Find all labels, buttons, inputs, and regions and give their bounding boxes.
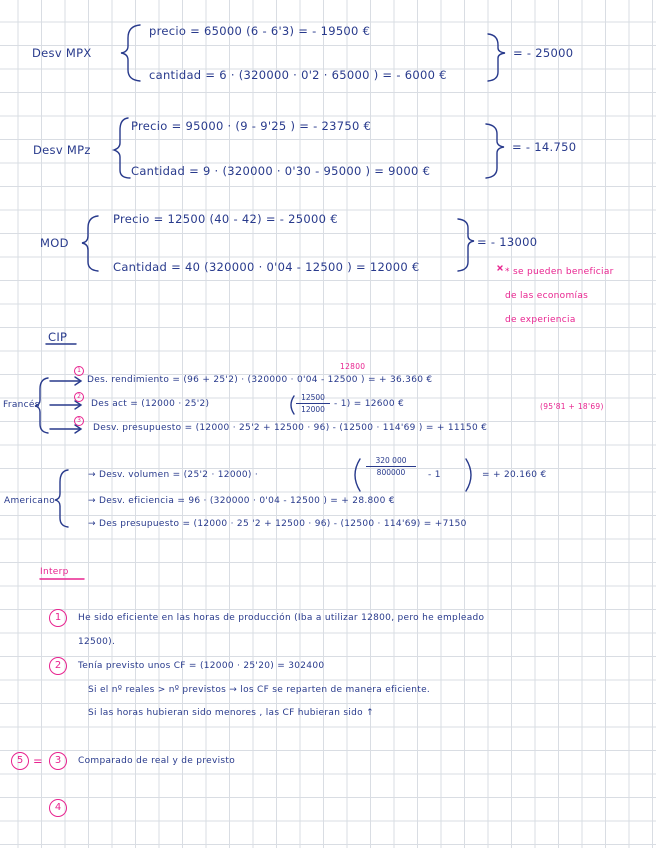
americano-left-brace	[55, 470, 68, 527]
americano-row1-close-paren	[466, 459, 471, 491]
frances-arrow-1-head	[75, 377, 81, 385]
americano-row1-minus-one: - 1	[428, 470, 441, 480]
frances-row2-text: Des act = (12000 · 25'2)	[91, 399, 210, 409]
frances-row1-number: 1	[74, 366, 84, 376]
mpz-precio: Precio = 95000 · (9 - 9'25 ) = - 23750 €	[131, 119, 372, 133]
interp-item-4-number: 4	[49, 799, 67, 817]
frances-label: Francés	[3, 400, 40, 410]
mod-label: MOD	[40, 236, 69, 250]
mpx-cantidad: cantidad = 6 · (320000 · 0'2 · 65000 ) = - 6000 €	[149, 68, 447, 82]
interp-item-3-number: 3	[49, 752, 67, 770]
interp-item-3-equals: =	[33, 754, 43, 768]
frances-row2-open-paren	[291, 396, 294, 414]
frances-row2-fraction-bottom: 12000	[301, 405, 325, 414]
frances-row2-fraction	[296, 393, 330, 414]
frances-arrow-2-head	[75, 401, 81, 409]
interp-item-1-line-2: 12500).	[78, 637, 116, 647]
mod-right-brace	[458, 219, 474, 271]
americano-label: Americano	[4, 496, 56, 506]
frances-row2-fraction-bar	[296, 403, 330, 404]
frances-row2-tail: - 1) = 12600 €	[334, 399, 405, 409]
mpz-right-brace	[486, 124, 504, 178]
americano-row1-fraction-bottom: 800000	[376, 468, 406, 477]
frances-row2-fraction-top: 12500	[301, 393, 325, 402]
mod-precio: Precio = 12500 (40 - 42) = - 25000 €	[113, 212, 338, 226]
mpx-right-brace	[488, 34, 505, 81]
americano-row1-fraction	[366, 456, 416, 477]
interp-item-2-line-2: Si el nº reales > nº previstos → los CF se reparten de manera eficiente.	[88, 685, 431, 695]
interp-item-2-line-1: Tenía previsto unos CF = (12000 · 25'20) = 302400	[78, 661, 325, 671]
mod-note-star	[498, 266, 502, 270]
frances-row3-sup: (95'81 + 18'69)	[540, 402, 604, 411]
americano-row1-result: = + 20.160 €	[482, 470, 547, 480]
mpx-total: = - 25000	[513, 46, 574, 60]
americano-row1-fraction-bar	[366, 466, 416, 467]
mod-cantidad: Cantidad = 40 (320000 · 0'04 - 12500 ) = 12000 €	[113, 260, 420, 274]
interp-item-2-number: 2	[49, 657, 67, 675]
interp-item-2-line-3: Si las horas hubieran sido menores , las CF hubieran sido ↑	[88, 708, 374, 718]
mpz-left-brace	[114, 118, 130, 178]
interp-item-1-line-1: He sido eficiente en las horas de producción (Iba a utilizar 12800, pero he empleado	[78, 613, 485, 623]
frances-row3-number: 3	[74, 416, 84, 426]
mpz-total: = - 14.750	[512, 140, 577, 154]
mod-total: = - 13000	[477, 235, 538, 249]
frances-arrow-3-head	[75, 425, 81, 433]
mpz-cantidad: Cantidad = 9 · (320000 · 0'30 - 95000 ) = 9000 €	[131, 164, 431, 178]
mod-note-line-3: de experiencia	[505, 315, 576, 325]
americano-row3-text: → Des presupuesto = (12000 · 25 '2 + 12500 · 96) - (12500 · 114'69) = +7150	[88, 519, 467, 529]
mpz-label: Desv MPz	[33, 143, 91, 157]
frances-row1-sup: 12800	[340, 362, 366, 371]
interp-title: Interp	[40, 567, 69, 577]
americano-row2-text: → Desv. eficiencia = 96 · (320000 · 0'04 - 12500 ) = + 28.800 €	[88, 496, 395, 506]
frances-row2-number: 2	[74, 392, 84, 402]
americano-row1-fraction-top: 320 000	[375, 456, 407, 465]
mod-note-line-1: * se pueden beneficiar	[505, 267, 614, 277]
mpx-precio: precio = 65000 (6 - 6'3) = - 19500 €	[149, 24, 371, 38]
americano-row1-open-paren	[355, 459, 360, 491]
interp-item-1-number: 1	[49, 609, 67, 627]
mod-left-brace	[82, 216, 98, 271]
frances-row3-text: Desv. presupuesto = (12000 · 25'2 + 12500 · 96) - (12500 · 114'69 ) = + 11150 €	[93, 423, 488, 433]
mpx-left-brace	[121, 25, 140, 81]
interp-item-3-pre-number: 5	[11, 752, 29, 770]
frances-row1-text: Des. rendimiento = (96 + 25'2) · (320000 · 0'04 - 12500 ) = + 36.360 €	[87, 375, 433, 385]
mod-note-line-2: de las economías	[505, 291, 589, 301]
cip-title: CIP	[48, 330, 68, 344]
mpx-label: Desv MPX	[32, 46, 92, 60]
interp-item-3-line-1: Comparado de real y de previsto	[78, 756, 236, 766]
americano-row1-text: → Desv. volumen = (25'2 · 12000) ·	[88, 470, 259, 480]
